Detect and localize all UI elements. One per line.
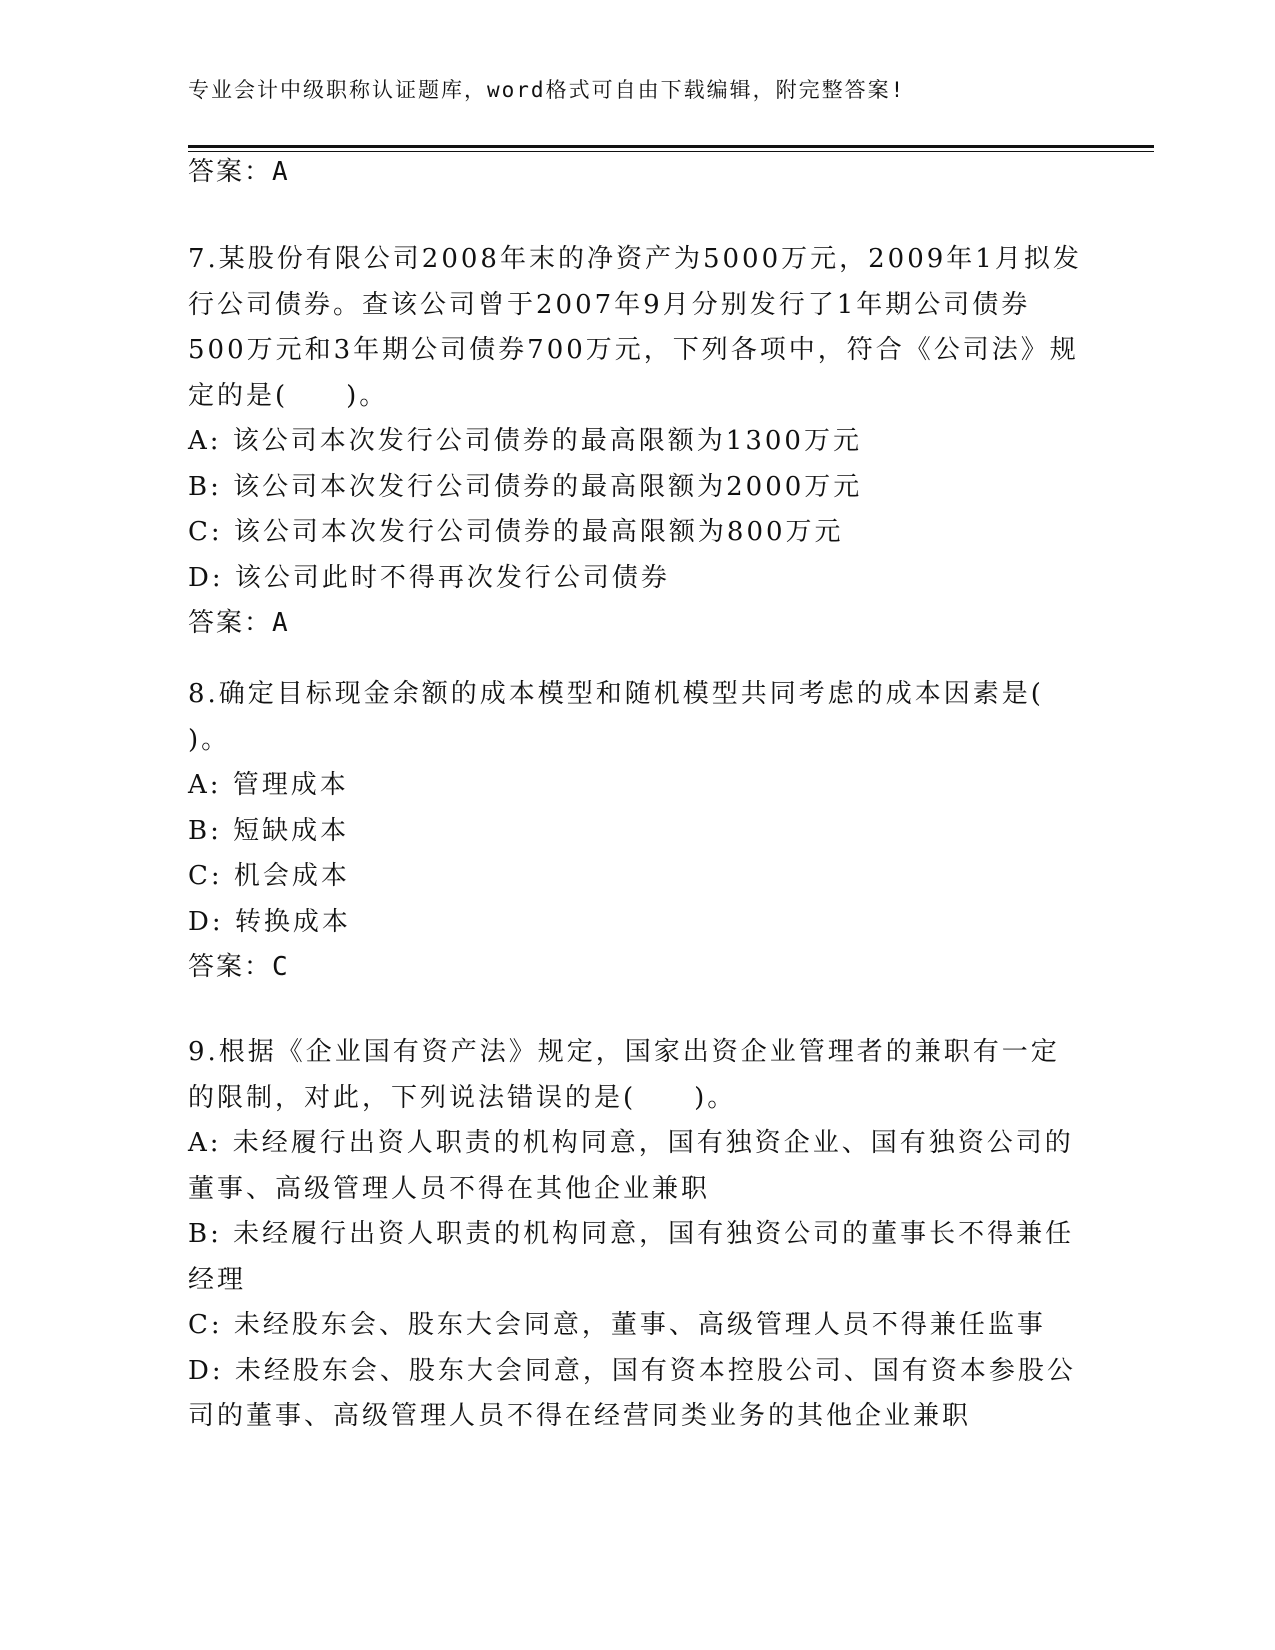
option-a: A: 该公司本次发行公司债券的最高限额为1300万元	[188, 426, 862, 456]
question-stem-line: 定的是( )。	[188, 380, 389, 411]
option-a-continued: 董事、高级管理人员不得在其他企业兼职	[188, 1173, 711, 1204]
option-d: D: 该公司此时不得再次发行公司债券	[188, 562, 670, 593]
question-stem-line: 500万元和3年期公司债券700万元，下列各项中，符合《公司法》规	[188, 335, 1079, 365]
option-b-continued: 经理	[188, 1264, 247, 1295]
option-c: C: 机会成本	[188, 861, 350, 891]
answer-line	[188, 601, 1088, 647]
question-stem-line: 行公司债券。查该公司曾于2007年9月分别发行了1年期公司债券	[188, 289, 1031, 320]
answer-value: A	[272, 157, 290, 187]
option-c: C: 该公司本次发行公司债券的最高限额为800万元	[188, 517, 844, 547]
option-c: C: 未经股东会、股东大会同意，董事、高级管理人员不得兼任监事	[188, 1310, 1046, 1340]
question-7	[188, 237, 1088, 647]
option-b: B: 短缺成本	[188, 815, 350, 846]
option-d-continued: 司的董事、高级管理人员不得在经营同类业务的其他企业兼职	[188, 1401, 972, 1431]
option-a: A: 管理成本	[188, 770, 349, 800]
option-a: A: 未经履行出资人职责的机构同意，国有独资企业、国有独资公司的	[188, 1128, 1074, 1158]
answer-value: A	[272, 608, 290, 638]
question-stem-line: )。	[188, 724, 231, 755]
answer-value: C	[272, 952, 290, 982]
answer-line	[188, 150, 1088, 196]
question-stem-line: 9.根据《企业国有资产法》规定，国家出资企业管理者的兼职有一定	[188, 1037, 1060, 1067]
question-stem-line: 8.确定目标现金余额的成本模型和随机模型共同考虑的成本因素是(	[188, 679, 1044, 709]
answer-line	[188, 945, 1088, 991]
option-b: B: 该公司本次发行公司债券的最高限额为2000万元	[188, 471, 863, 502]
option-d: D: 未经股东会、股东大会同意，国有资本控股公司、国有资本参股公	[188, 1355, 1076, 1386]
answer-label: 答案：	[188, 608, 273, 638]
answer-label: 答案：	[188, 952, 273, 982]
page-header-text: 专业会计中级职称认证题库，word格式可自由下载编辑，附完整答案!	[188, 78, 906, 102]
question-stem-line: 7.某股份有限公司2008年末的净资产为5000万元，2009年1月拟发	[188, 244, 1082, 274]
question-8	[188, 672, 1088, 991]
option-d: D: 转换成本	[188, 906, 351, 937]
option-b: B: 未经履行出资人职责的机构同意，国有独资公司的董事长不得兼任	[188, 1219, 1075, 1249]
question-9	[188, 1030, 1088, 1440]
question-stem-line: 的限制，对此，下列说法错误的是( )。	[188, 1082, 737, 1113]
header-divider-thick	[188, 145, 1154, 148]
answer-label: 答案：	[188, 157, 273, 187]
